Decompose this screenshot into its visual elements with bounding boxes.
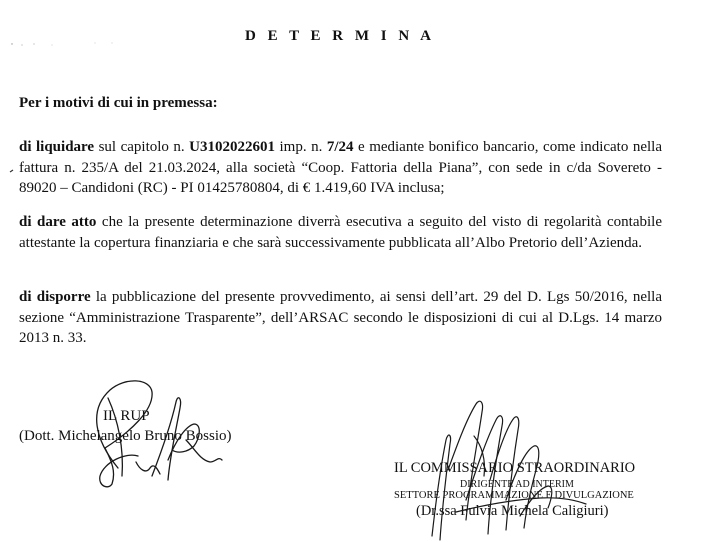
rup-name: (Dott. Michelangelo Bruno Bossio) <box>19 428 232 444</box>
keyword-liquidare: di liquidare <box>19 139 95 155</box>
paragraph-disporre <box>19 287 662 349</box>
rup-title: IL RUP <box>103 408 150 424</box>
premise-heading: Per i motivi di cui in premessa: <box>19 95 218 111</box>
impegno-number: 7/24 <box>326 139 354 155</box>
commissario-name: (Dr.ssa Fulvia Michela Caligiuri) <box>416 503 609 519</box>
paragraph-liquidare <box>19 137 662 199</box>
keyword-disporre: di disporre <box>19 289 91 305</box>
paragraph-dare-atto <box>19 212 662 253</box>
capitolo-number: U3102022601 <box>189 139 276 155</box>
paragraph-text: sul capitolo n. <box>94 139 190 155</box>
document-title: D E T E R M I N A <box>245 28 435 44</box>
keyword-dare-atto: di dare atto <box>19 214 97 230</box>
commissario-subtitle: DIRIGENTE AD INTERIM <box>460 479 574 490</box>
paragraph-text: e mediante bonifico bancario, come indicato nella fattura n. 235/A del 21.03.2024, alla società “Coop. Fattoria della Piana”, con sede in c/da Sovereto - 89020 – Candidoni (RC) - PI 01425780804, di € 1.419,60 IVA inclusa; <box>19 139 662 196</box>
paragraph-text: la pubblicazione del presente provvedimento, ai sensi dell’art. 29 del D. Lgs 50/2016, nella sezione “Amministrazione Trasparente”, dell’ARSAC secondo le disposizioni di cui al D.Lgs. 14 marzo 2013 n. 33. <box>19 289 662 346</box>
paragraph-text: imp. n. <box>275 139 327 155</box>
paragraph-text: che la presente determinazione diverrà esecutiva a seguito del visto di regolarità contabile attestante la copertura finanziaria e che sarà successivamente pubblicata all’Albo Pretorio dell’Azienda. <box>19 214 662 251</box>
commissario-title: IL COMMISSARIO STRAORDINARIO <box>394 460 636 476</box>
commissario-department: SETTORE PROGRAMMAZIONE E DIVULGAZIONE <box>394 490 634 501</box>
